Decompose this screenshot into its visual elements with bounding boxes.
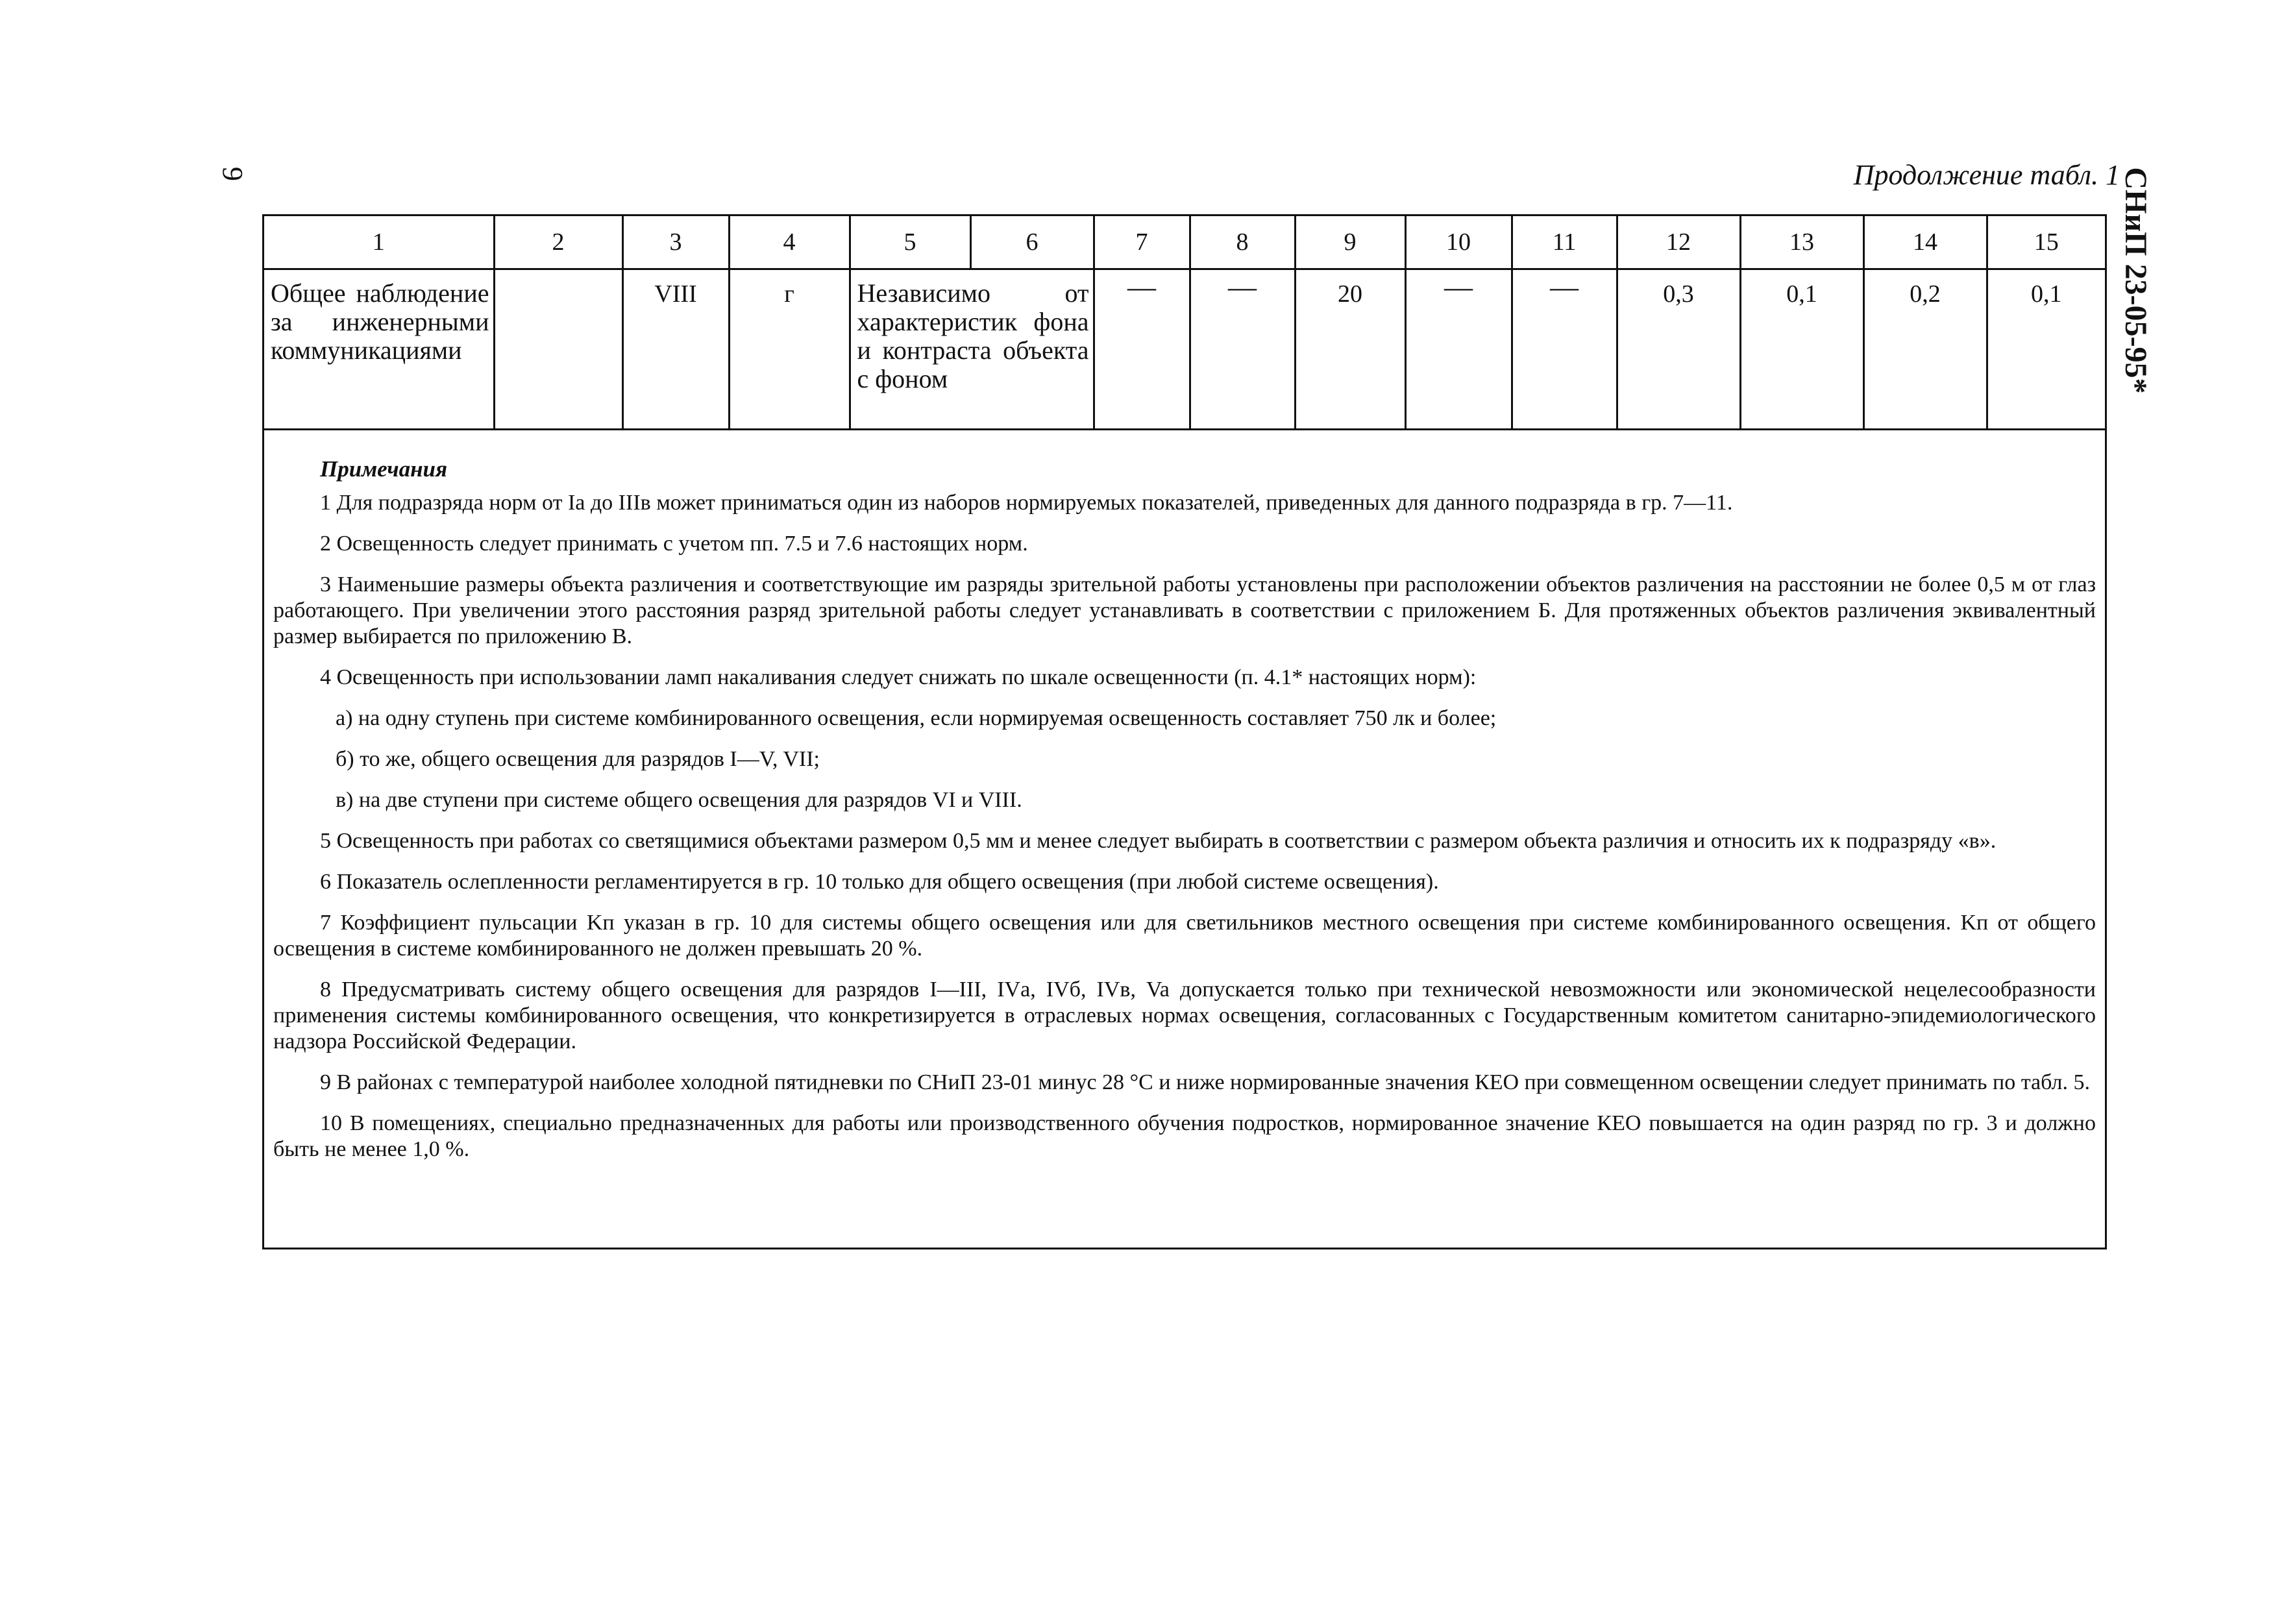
page-number: 9 — [217, 167, 249, 181]
note-subitem: а) на одну ступень при системе комбинированного освещения, если нормируемая освещенность составляет 750 лк и более; — [336, 706, 1497, 730]
note-item: 4 Освещенность при использовании ламп накаливания следует снижать по шкале освещенности (п. 4.1* настоящих норм): — [320, 665, 1477, 689]
column-header: 4 — [729, 216, 850, 269]
note-item: 2 Освещенность следует принимать с учетом пп. 7.5 и 7.6 настоящих норм. — [320, 532, 1028, 556]
note-subitem: б) то же, общего освещения для разрядов I—V, VII; — [336, 747, 820, 771]
column-header: 3 — [622, 216, 729, 269]
document-code: СНиП 23-05-95* — [2119, 167, 2153, 394]
note-item: 5 Освещенность при работах со светящимися объектами размером 0,5 мм и менее следует выбирать в соответствии с размером объекта различия и относить их к подразряду «в». — [320, 829, 1997, 853]
column-header: 5 — [850, 216, 970, 269]
table-cell: — — [1094, 269, 1190, 430]
column-header: 9 — [1295, 216, 1405, 269]
notes-section — [273, 456, 2096, 1177]
note-item: 1 Для подразряда норм от Iа до IIIв может приниматься один из наборов нормируемых показателей, приведенных для данного подразряда в гр. 7—11. — [320, 491, 1733, 515]
visual-work-category-cell: VIII — [622, 269, 729, 430]
note-item: 8 Предусматривать систему общего освещения для разрядов I—III, IVа, IVб, IVв, Va допускается только при технической невозможности или экономической нецелесообразности применения системы комбинированного освещения, что конкретизируется в отраслевых нормах освещения, согласованных с Государственным комитетом санитарно-эпидемиологического надзора Российской Федерации. — [273, 978, 2096, 1053]
table-cell: 0,1 — [1987, 269, 2105, 430]
table-cell: — — [1405, 269, 1512, 430]
work-description-cell: Общее наблюдение за инженерными коммуникациями — [264, 269, 494, 430]
note-item: 7 Коэффициент пульсации Kп указан в гр. 10 для системы общего освещения или для светильников местного освещения при системе комбинированного освещения. Kп от общего освещения в системе комбинированного не должен превышать 20 %. — [273, 911, 2096, 961]
contrast-background-cell: Независимо от характеристик фона и контраста объекта с фоном — [850, 269, 1094, 430]
table-cell — [494, 269, 622, 430]
table-row — [264, 269, 2105, 430]
table-cell: 0,2 — [1863, 269, 1987, 430]
note-item: 6 Показатель ослепленности регламентируется в гр. 10 только для общего освещения (при любой системе освещения). — [320, 870, 1439, 894]
column-header: 6 — [970, 216, 1094, 269]
table-cell: 20 — [1295, 269, 1405, 430]
column-header: 13 — [1740, 216, 1863, 269]
column-header: 8 — [1190, 216, 1295, 269]
note-subitem: в) на две ступени при системе общего освещения для разрядов VI и VIII. — [336, 788, 1022, 812]
column-header: 2 — [494, 216, 622, 269]
column-header: 12 — [1617, 216, 1740, 269]
table-cell: — — [1190, 269, 1295, 430]
note-item: 10 В помещениях, специально предназначенных для работы или производственного обучения подростков, нормированное значение КЕО повышается на один разряд по гр. 3 и должно быть не менее 1,0 %. — [273, 1111, 2096, 1161]
column-header: 10 — [1405, 216, 1512, 269]
table-cell: — — [1512, 269, 1617, 430]
notes-title: Примечания — [320, 456, 448, 482]
column-header: 14 — [1863, 216, 1987, 269]
column-header: 15 — [1987, 216, 2105, 269]
norms-table — [264, 216, 2105, 430]
table-header-row — [264, 216, 2105, 269]
table-continuation-caption: Продолжение табл. 1 — [1853, 159, 2120, 191]
table-frame — [262, 214, 2107, 1249]
column-header: 7 — [1094, 216, 1190, 269]
column-header: 1 — [264, 216, 494, 269]
subcategory-cell: г — [729, 269, 850, 430]
table-cell: 0,1 — [1740, 269, 1863, 430]
column-header: 11 — [1512, 216, 1617, 269]
table-cell: 0,3 — [1617, 269, 1740, 430]
note-item: 3 Наименьшие размеры объекта различения и соответствующие им разряды зрительной работы установлены при расположении объектов различения на расстоянии не более 0,5 м от глаз работающего. При увеличении этого расстояния разряд зрительной работы следует устанавливать в соответствии с приложением Б. Для протяженных объектов различения эквивалентный размер выбирается по приложению В. — [273, 572, 2096, 648]
note-item: 9 В районах с температурой наиболее холодной пятидневки по СНиП 23-01 минус 28 °С и ниже нормированные значения КЕО при совмещенном освещении следует принимать по табл. 5. — [320, 1070, 2090, 1094]
